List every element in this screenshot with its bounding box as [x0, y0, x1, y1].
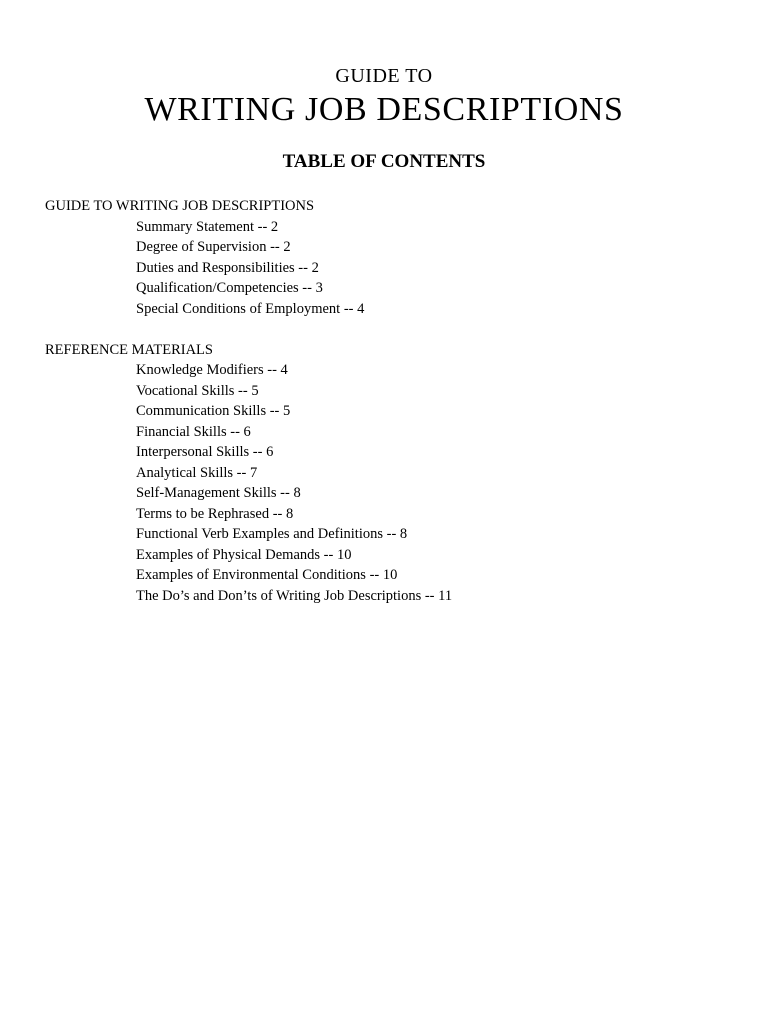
toc-section-guide — [45, 196, 725, 319]
toc-entry: Financial Skills -- 6 — [136, 423, 251, 440]
toc-entry: Analytical Skills -- 7 — [136, 464, 258, 481]
toc-entry: Terms to be Rephrased -- 8 — [136, 505, 294, 522]
toc-entry-list — [45, 217, 725, 320]
toc-entry: Qualification/Competencies -- 3 — [136, 280, 323, 296]
toc-section-title: REFERENCE MATERIALS — [45, 341, 213, 358]
toc-entry: Duties and Responsibilities -- 2 — [136, 259, 319, 276]
toc-entry: The Do’s and Don’ts of Writing Job Descriptions -- 11 — [136, 587, 453, 604]
toc-entry: Summary Statement -- 2 — [136, 218, 279, 235]
table-of-contents — [45, 196, 725, 606]
toc-section-title: GUIDE TO WRITING JOB DESCRIPTIONS — [45, 198, 315, 214]
toc-entry: Interpersonal Skills -- 6 — [136, 444, 274, 460]
toc-entry: Self-Management Skills -- 8 — [136, 485, 301, 501]
toc-entry-list — [45, 360, 725, 606]
document-title: WRITING JOB DESCRIPTIONS — [144, 91, 624, 128]
toc-heading: TABLE OF CONTENTS — [282, 151, 486, 172]
toc-entry: Functional Verb Examples and Definitions -- 8 — [136, 526, 408, 542]
toc-entry: Knowledge Modifiers -- 4 — [136, 362, 288, 378]
toc-section-reference — [45, 340, 725, 607]
document-title-prefix: GUIDE TO — [335, 65, 433, 87]
toc-entry: Degree of Supervision -- 2 — [136, 239, 291, 255]
toc-entry: Communication Skills -- 5 — [136, 403, 291, 419]
toc-entry: Examples of Environmental Conditions -- 10 — [136, 567, 398, 583]
toc-entry: Special Conditions of Employment -- 4 — [136, 300, 365, 317]
toc-entry: Examples of Physical Demands -- 10 — [136, 546, 352, 563]
toc-entry: Vocational Skills -- 5 — [136, 382, 259, 399]
